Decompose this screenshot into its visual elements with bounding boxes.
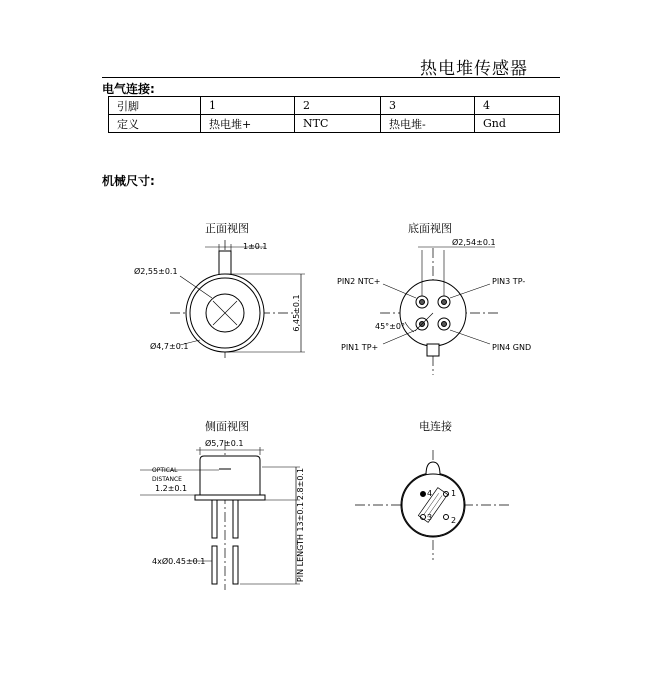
pin4-label: PIN4 GND — [492, 343, 532, 352]
table-cell: 1 — [201, 97, 295, 115]
electrical-heading: 电气连接: — [102, 82, 155, 96]
page-title: 热电堆传感器 — [420, 59, 528, 79]
connection-drawing — [355, 450, 510, 560]
connection-pin-2: 2 — [451, 516, 457, 525]
optical-line-1: OPTICAL — [152, 467, 178, 474]
pin1-label: PIN1 TP+ — [341, 343, 379, 352]
optical-line-2: DISTANCE — [152, 476, 182, 483]
connection-pin-3: 3 — [427, 513, 433, 522]
front-dim-body: Ø4,7±0.1 — [150, 342, 189, 351]
table-cell: 4 — [475, 97, 560, 115]
front-view-drawing — [170, 240, 305, 360]
pin-diameter: 4xØ0.45±0.1 — [152, 557, 206, 566]
pin3-label: PIN3 TP- — [492, 277, 526, 286]
pin2-label: PIN2 NTC+ — [337, 277, 381, 286]
table-cell: 热电堆+ — [201, 115, 295, 133]
front-dim-window: Ø2,55±0.1 — [134, 267, 178, 276]
optical-value: 1.2±0.1 — [155, 484, 188, 493]
pin-length: PIN LENGTH 13±0.1 — [296, 501, 305, 583]
front-dim-top: 1±0.1 — [243, 242, 268, 251]
mechanical-heading: 机械尺寸: — [102, 174, 155, 188]
bottom-dim-pins: Ø2,54±0.1 — [452, 238, 496, 247]
connection-pin-1: 1 — [451, 489, 457, 498]
table-cell: Gnd — [475, 115, 560, 133]
table-cell: NTC — [295, 115, 381, 133]
table-cell: 热电堆- — [381, 115, 475, 133]
connection-pin-4: 4 — [427, 489, 433, 498]
side-dim-width: Ø5,7±0.1 — [205, 439, 244, 448]
side-view-title: 侧面视图 — [205, 420, 249, 433]
cap-height: 2.8±0.1 — [296, 467, 305, 501]
table-cell: 2 — [295, 97, 381, 115]
bottom-view-title: 底面视图 — [408, 222, 452, 235]
connection-title: 电连接 — [419, 420, 452, 433]
bottom-view-drawing — [380, 247, 500, 375]
front-dim-height: 6,45±0.1 — [292, 294, 301, 332]
angle-label: 45°±0° — [375, 322, 405, 331]
table-cell: 定义 — [109, 115, 201, 133]
table-cell: 3 — [381, 97, 475, 115]
table-cell: 引脚 — [109, 97, 201, 115]
side-view-drawing — [140, 440, 300, 590]
front-view-title: 正面视图 — [205, 222, 249, 235]
